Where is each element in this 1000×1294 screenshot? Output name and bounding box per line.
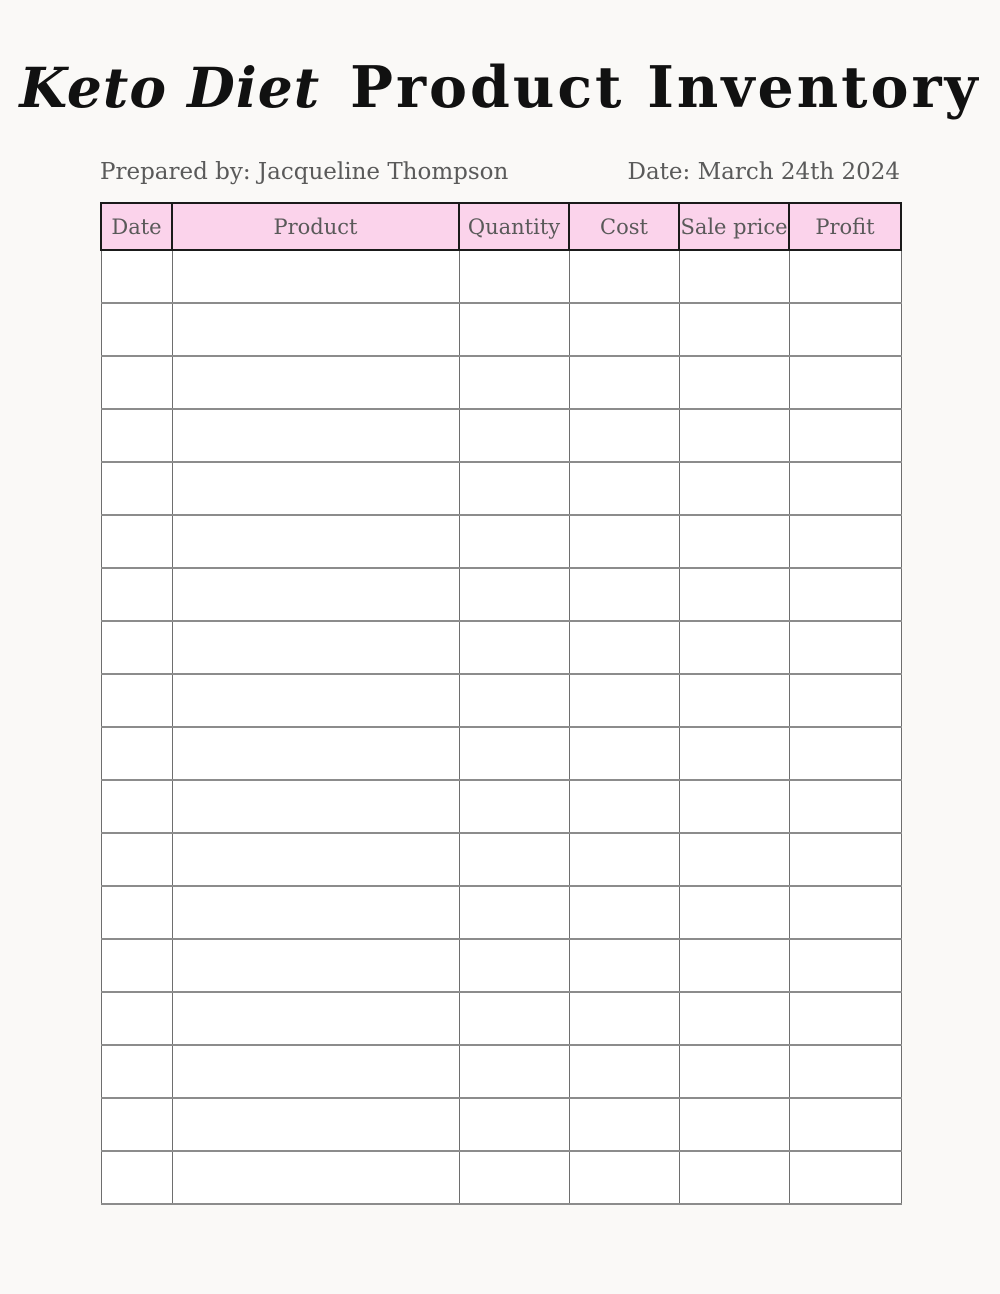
table-cell-product[interactable] [172, 568, 459, 621]
table-cell-cost[interactable] [569, 621, 679, 674]
table-cell-product[interactable] [172, 1045, 459, 1098]
table-cell-sale-price[interactable] [679, 939, 789, 992]
table-cell-profit[interactable] [789, 568, 901, 621]
page-title [0, 0, 1000, 121]
table-cell-product[interactable] [172, 992, 459, 1045]
table-cell-sale-price[interactable] [679, 303, 789, 356]
table-cell-sale-price[interactable] [679, 1045, 789, 1098]
table-cell-product[interactable] [172, 515, 459, 568]
column-header-profit: Profit [789, 203, 901, 250]
table-cell-quantity[interactable] [459, 568, 569, 621]
table-row [101, 568, 901, 621]
table-cell-date[interactable] [101, 568, 172, 621]
table-cell-date[interactable] [101, 1045, 172, 1098]
table-cell-date[interactable] [101, 621, 172, 674]
table-cell-sale-price[interactable] [679, 568, 789, 621]
table-cell-product[interactable] [172, 886, 459, 939]
table-cell-cost[interactable] [569, 515, 679, 568]
table-row [101, 1151, 901, 1204]
table-cell-profit[interactable] [789, 886, 901, 939]
table-row [101, 462, 901, 515]
table-row [101, 1098, 901, 1151]
table-cell-sale-price[interactable] [679, 356, 789, 409]
table-cell-product[interactable] [172, 250, 459, 303]
table-cell-quantity[interactable] [459, 409, 569, 462]
table-cell-profit[interactable] [789, 356, 901, 409]
table-cell-product[interactable] [172, 939, 459, 992]
table-row [101, 727, 901, 780]
table-cell-profit[interactable] [789, 727, 901, 780]
table-cell-quantity[interactable] [459, 939, 569, 992]
column-header-cost: Cost [569, 203, 679, 250]
table-cell-sale-price[interactable] [679, 674, 789, 727]
table-cell-cost[interactable] [569, 356, 679, 409]
table-cell-sale-price[interactable] [679, 780, 789, 833]
table-cell-product[interactable] [172, 833, 459, 886]
table-cell-profit[interactable] [789, 515, 901, 568]
table-cell-cost[interactable] [569, 568, 679, 621]
table-cell-date[interactable] [101, 515, 172, 568]
table-cell-cost[interactable] [569, 780, 679, 833]
table-cell-cost[interactable] [569, 462, 679, 515]
table-cell-profit[interactable] [789, 674, 901, 727]
table-cell-cost[interactable] [569, 1098, 679, 1151]
table-cell-profit[interactable] [789, 1151, 901, 1204]
table-row [101, 886, 901, 939]
table-cell-date[interactable] [101, 1151, 172, 1204]
table-cell-quantity[interactable] [459, 727, 569, 780]
table-cell-quantity[interactable] [459, 780, 569, 833]
page-title-script-part: Keto Diet [19, 55, 321, 120]
table-cell-quantity[interactable] [459, 621, 569, 674]
table-cell-cost[interactable] [569, 1151, 679, 1204]
table-cell-profit[interactable] [789, 462, 901, 515]
table-cell-quantity[interactable] [459, 515, 569, 568]
table-cell-date[interactable] [101, 250, 172, 303]
table-cell-date[interactable] [101, 992, 172, 1045]
table-body [101, 250, 901, 1204]
table-cell-sale-price[interactable] [679, 1151, 789, 1204]
table-cell-cost[interactable] [569, 250, 679, 303]
table-cell-date[interactable] [101, 409, 172, 462]
table-cell-profit[interactable] [789, 409, 901, 462]
table-row [101, 1045, 901, 1098]
table-cell-quantity[interactable] [459, 1098, 569, 1151]
table-cell-cost[interactable] [569, 939, 679, 992]
table-cell-date[interactable] [101, 939, 172, 992]
table-row [101, 992, 901, 1045]
table-cell-sale-price[interactable] [679, 515, 789, 568]
column-header-product: Product [172, 203, 459, 250]
prepared-by-label: Prepared by: Jacqueline Thompson [100, 159, 509, 185]
table-cell-product[interactable] [172, 780, 459, 833]
table-cell-date[interactable] [101, 780, 172, 833]
table-cell-date[interactable] [101, 886, 172, 939]
table-cell-cost[interactable] [569, 409, 679, 462]
table-row [101, 303, 901, 356]
table-cell-date[interactable] [101, 727, 172, 780]
table-row [101, 409, 901, 462]
table-cell-quantity[interactable] [459, 886, 569, 939]
column-header-date: Date [101, 203, 172, 250]
table-cell-cost[interactable] [569, 303, 679, 356]
table-cell-product[interactable] [172, 1098, 459, 1151]
table-row [101, 833, 901, 886]
table-cell-sale-price[interactable] [679, 727, 789, 780]
table-cell-date[interactable] [101, 833, 172, 886]
table-cell-date[interactable] [101, 356, 172, 409]
table-row [101, 939, 901, 992]
table-cell-profit[interactable] [789, 621, 901, 674]
table-cell-profit[interactable] [789, 250, 901, 303]
table-cell-cost[interactable] [569, 1045, 679, 1098]
table-cell-quantity[interactable] [459, 833, 569, 886]
table-cell-profit[interactable] [789, 992, 901, 1045]
table-row [101, 621, 901, 674]
table-cell-profit[interactable] [789, 303, 901, 356]
table-cell-cost[interactable] [569, 674, 679, 727]
table-cell-sale-price[interactable] [679, 462, 789, 515]
table-cell-date[interactable] [101, 1098, 172, 1151]
table-cell-sale-price[interactable] [679, 992, 789, 1045]
table-cell-product[interactable] [172, 356, 459, 409]
table-cell-sale-price[interactable] [679, 1098, 789, 1151]
table-cell-profit[interactable] [789, 780, 901, 833]
table-cell-date[interactable] [101, 303, 172, 356]
table-cell-quantity[interactable] [459, 674, 569, 727]
table-cell-date[interactable] [101, 674, 172, 727]
table-cell-product[interactable] [172, 303, 459, 356]
table-cell-product[interactable] [172, 462, 459, 515]
table-cell-profit[interactable] [789, 833, 901, 886]
table-row [101, 515, 901, 568]
table-row [101, 250, 901, 303]
table-cell-sale-price[interactable] [679, 833, 789, 886]
table-cell-cost[interactable] [569, 992, 679, 1045]
meta-row [100, 159, 900, 185]
table-cell-sale-price[interactable] [679, 621, 789, 674]
table-cell-sale-price[interactable] [679, 886, 789, 939]
table-cell-quantity[interactable] [459, 462, 569, 515]
table-cell-product[interactable] [172, 674, 459, 727]
table-row [101, 780, 901, 833]
table-cell-date[interactable] [101, 462, 172, 515]
column-header-quantity: Quantity [459, 203, 569, 250]
table-cell-cost[interactable] [569, 727, 679, 780]
table-cell-profit[interactable] [789, 1045, 901, 1098]
table-cell-sale-price[interactable] [679, 409, 789, 462]
date-label: Date: March 24th 2024 [627, 159, 900, 185]
inventory-table [100, 202, 902, 1205]
table-cell-quantity[interactable] [459, 1151, 569, 1204]
column-header-sale-price: Sale price [679, 203, 789, 250]
table-cell-product[interactable] [172, 727, 459, 780]
table-cell-product[interactable] [172, 1151, 459, 1204]
table-cell-product[interactable] [172, 621, 459, 674]
table-row [101, 356, 901, 409]
table-row [101, 674, 901, 727]
table-cell-quantity[interactable] [459, 303, 569, 356]
page-title-main-part: Product Inventory [350, 54, 981, 121]
table-cell-cost[interactable] [569, 886, 679, 939]
table-cell-quantity[interactable] [459, 356, 569, 409]
table-header-row [101, 203, 901, 250]
table-cell-cost[interactable] [569, 833, 679, 886]
table-cell-sale-price[interactable] [679, 250, 789, 303]
table-cell-quantity[interactable] [459, 992, 569, 1045]
table-cell-product[interactable] [172, 409, 459, 462]
table-header [101, 203, 901, 250]
table-cell-profit[interactable] [789, 939, 901, 992]
table-cell-profit[interactable] [789, 1098, 901, 1151]
table-cell-quantity[interactable] [459, 250, 569, 303]
table-cell-quantity[interactable] [459, 1045, 569, 1098]
